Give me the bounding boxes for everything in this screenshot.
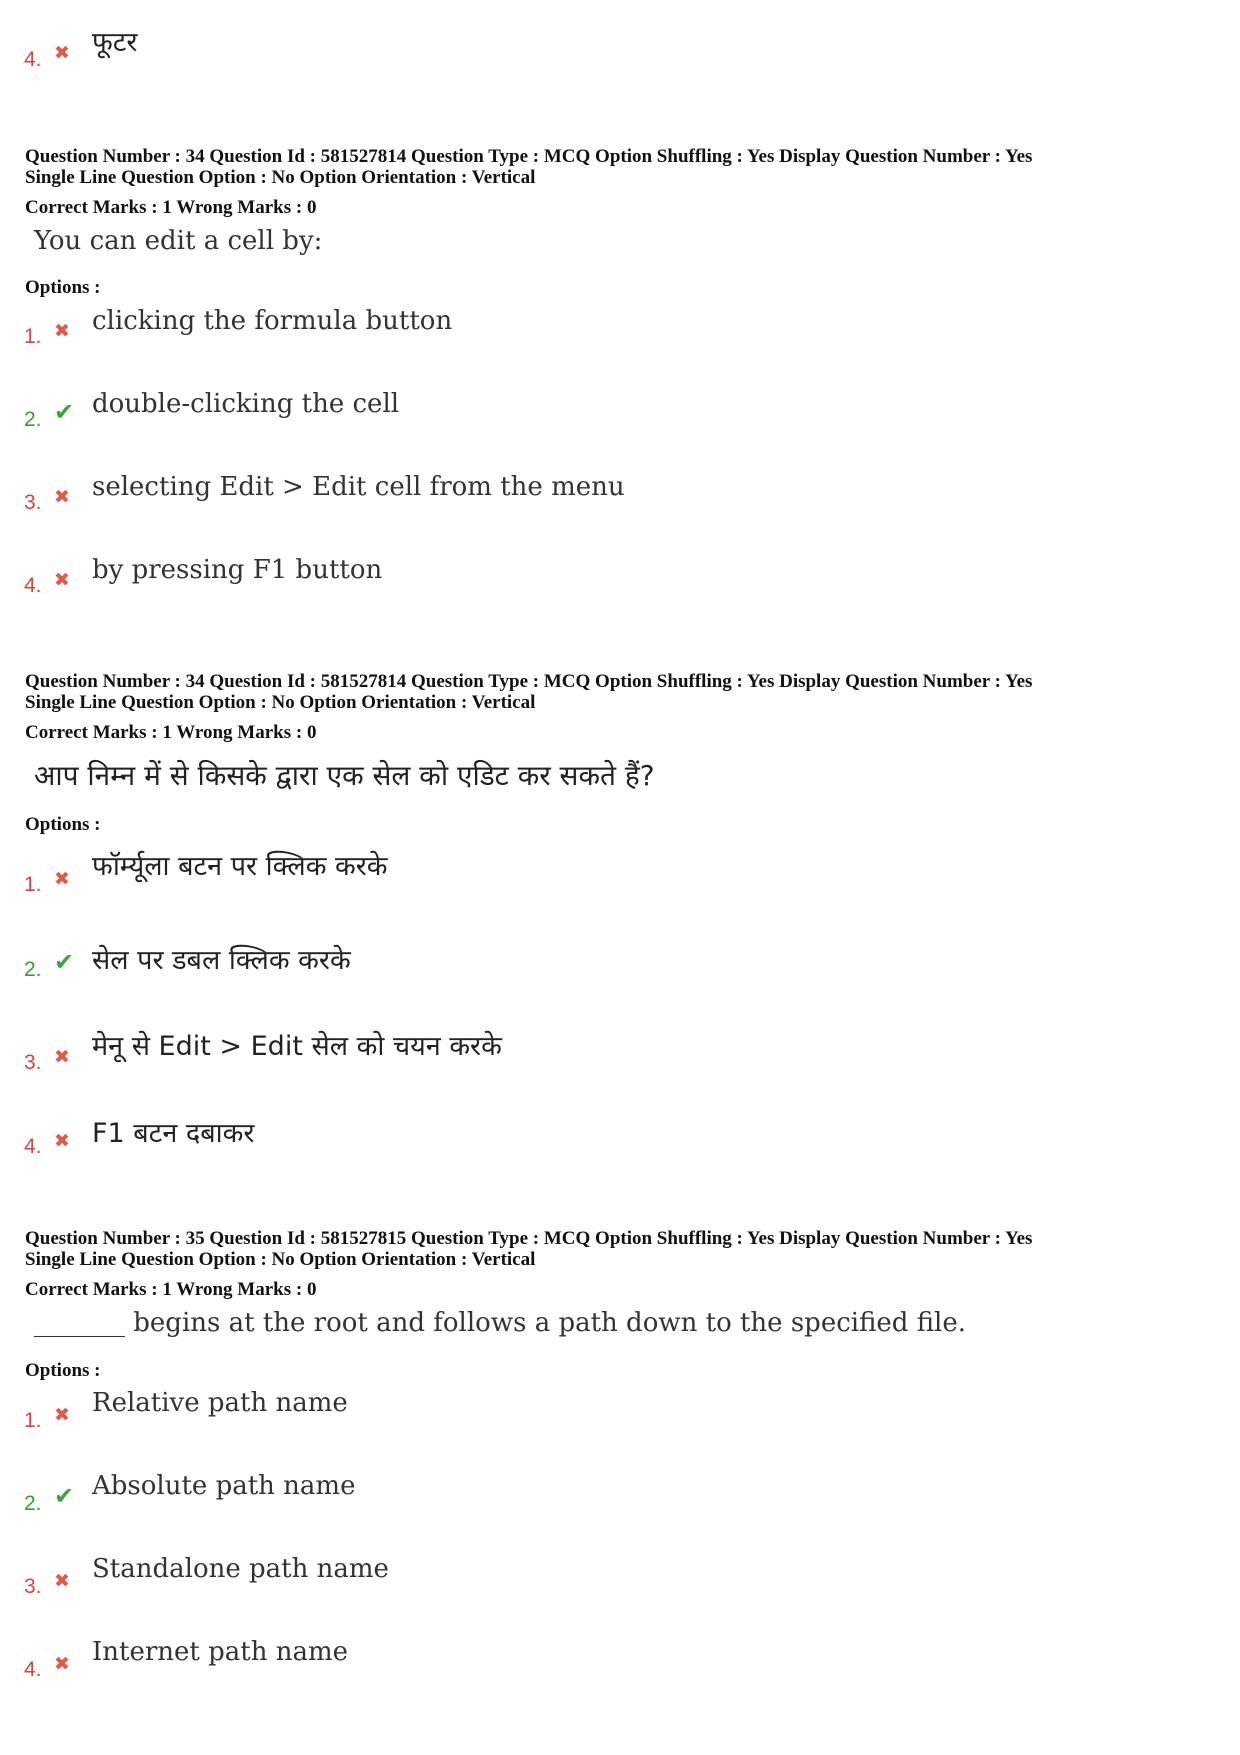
option-number: 1. <box>24 1409 42 1432</box>
option-text: Standalone path name <box>92 1554 389 1584</box>
cross-icon: ✖ <box>54 868 70 890</box>
check-icon: ✔ <box>54 398 75 426</box>
cross-icon: ✖ <box>54 1653 70 1675</box>
option-number: 2. <box>24 1492 42 1515</box>
option-text: सेल पर डबल क्लिक करके <box>92 945 351 976</box>
option-number: 3. <box>24 1575 42 1598</box>
option-text: clicking the formula button <box>92 306 453 336</box>
option-text: by pressing F1 button <box>92 555 383 585</box>
question-meta-line2: Single Line Question Option : No Option Orientation : Vertical <box>25 167 536 188</box>
option-number: 4. <box>24 1135 42 1158</box>
question-meta-line2: Single Line Question Option : No Option Orientation : Vertical <box>25 692 536 713</box>
cross-icon: ✖ <box>54 1570 70 1592</box>
cross-icon: ✖ <box>54 1404 70 1426</box>
question-text: You can edit a cell by: <box>34 226 323 256</box>
option-number: 2. <box>24 958 42 981</box>
option-number: 3. <box>24 1051 42 1074</box>
option-number: 4. <box>24 48 42 71</box>
question-meta-line2: Single Line Question Option : No Option Orientation : Vertical <box>25 1249 536 1270</box>
option-number: 2. <box>24 408 42 431</box>
option-text: selecting Edit > Edit cell from the menu <box>92 472 625 502</box>
check-icon: ✔ <box>54 948 75 976</box>
option-text: F1 बटन दबाकर <box>92 1118 255 1149</box>
question-text: _______ begins at the root and follows a path down to the specified file. <box>34 1308 967 1338</box>
cross-icon: ✖ <box>54 486 70 508</box>
option-text: फूटर <box>92 27 138 58</box>
option-text: Relative path name <box>92 1388 348 1418</box>
option-text: double-clicking the cell <box>92 389 400 419</box>
question-meta-line1: Question Number : 34 Question Id : 581527814 Question Type : MCQ Option Shuffling : Yes Display Question Number : Yes <box>25 146 1033 167</box>
cross-icon: ✖ <box>54 1046 70 1068</box>
option-text: Absolute path name <box>92 1471 356 1501</box>
option-number: 3. <box>24 491 42 514</box>
options-label: Options : <box>25 277 101 298</box>
cross-icon: ✖ <box>54 1130 70 1152</box>
check-icon: ✔ <box>54 1482 75 1510</box>
option-number: 1. <box>24 325 42 348</box>
option-number: 4. <box>24 1658 42 1681</box>
question-meta-line1: Question Number : 35 Question Id : 581527815 Question Type : MCQ Option Shuffling : Yes Display Question Number : Yes <box>25 1228 1033 1249</box>
option-text: मेनू से Edit > Edit सेल को चयन करके <box>92 1031 502 1062</box>
options-label: Options : <box>25 1360 101 1381</box>
question-meta-line1: Question Number : 34 Question Id : 581527814 Question Type : MCQ Option Shuffling : Yes Display Question Number : Yes <box>25 671 1033 692</box>
marks-line: Correct Marks : 1 Wrong Marks : 0 <box>25 722 317 743</box>
option-number: 4. <box>24 574 42 597</box>
options-label: Options : <box>25 814 101 835</box>
cross-icon: ✖ <box>54 320 70 342</box>
marks-line: Correct Marks : 1 Wrong Marks : 0 <box>25 197 317 218</box>
cross-icon: ✖ <box>54 42 70 64</box>
question-text: आप निम्न में से किसके द्वारा एक सेल को एडिट कर सकते हैं? <box>34 759 655 792</box>
option-text: Internet path name <box>92 1637 349 1667</box>
option-text: फॉर्म्यूला बटन पर क्लिक करके <box>92 851 388 882</box>
cross-icon: ✖ <box>54 569 70 591</box>
marks-line: Correct Marks : 1 Wrong Marks : 0 <box>25 1279 317 1300</box>
option-number: 1. <box>24 873 42 896</box>
